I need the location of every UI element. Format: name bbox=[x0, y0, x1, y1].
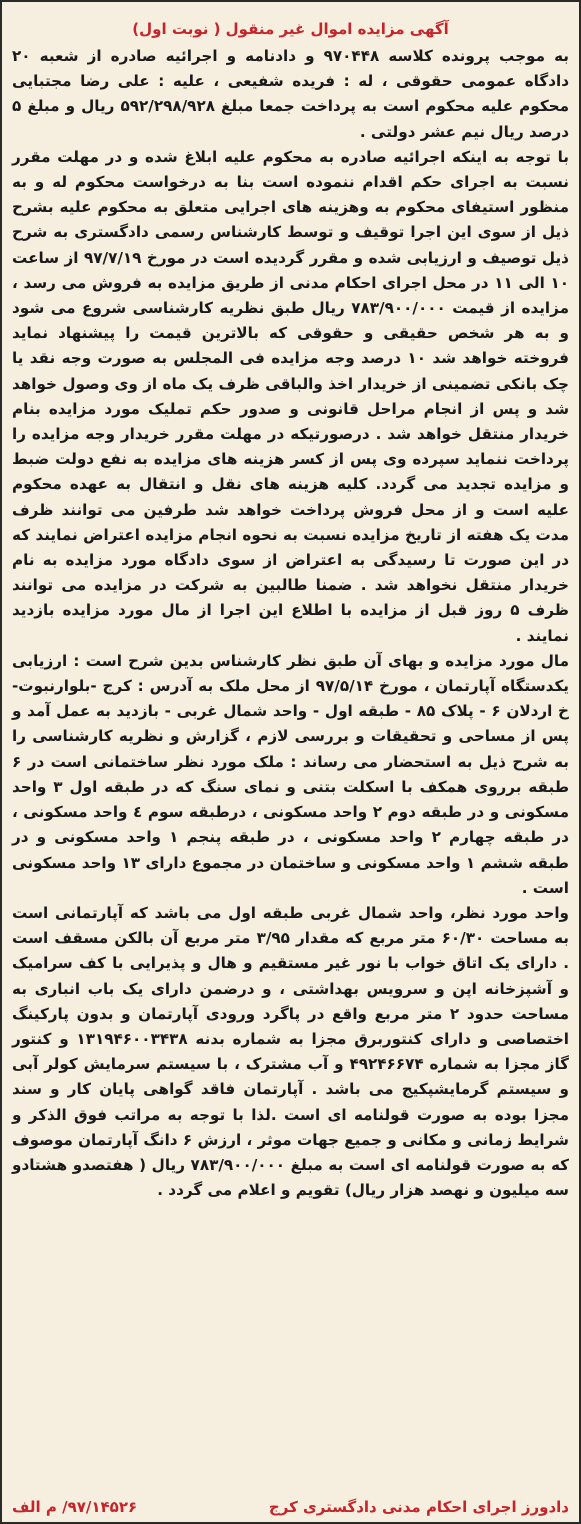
notice-body bbox=[12, 44, 569, 1203]
paragraph-property-appraisal: مال مورد مزایده و بهای آن طبق نظر کارشناس بدین شرح است : ارزیابی یکدستگاه آپارتمان ، مورخ ۹۷/۵/۱۴ از محل ملک به آدرس : کرج -بلوارنبوت- خ اردلان ۶ - پلاک ۸۵ - طبقه اول - واحد شمال غربی - بازدید به عمل آمد و پس از مساحی و تحقیقات و بررسی لازم ، گزارش و نظریه کارشناسی را به شرح ذیل به استحضار می رساند : ملک مورد نظر ساختمانی است در ۶ طبقه برروی همکف با اسکلت بتنی و نمای سنگ که در طبقه اول ۳ واحد مسکونی و در طبقه دوم ۲ واحد مسکونی ، درطبقه سوم ٤ واحد مسکونی ، در طبقه چهارم ۲ واحد مسکونی ، در طبقه پنجم ۱ واحد مسکونی و در طبقه ششم ۱ واحد مسکونی و ساختمان در مجموع دارای ۱۳ واحد مسکونی است . bbox=[12, 651, 569, 897]
notice-footer bbox=[12, 1498, 569, 1516]
paragraph-case-summary: به موجب پرونده کلاسه ۹۷۰۴۴۸ و دادنامه و اجرائیه صادره از شعبه ۲۰ دادگاه عمومی حقوقی ، له : فریده شفیعی ، علیه : علی رضا مجتبایی محکوم علیه محکوم است به پرداخت جمعا مبلغ ۵۹۲/۲۹۸/۹۲۸ ریال و مبلغ ۵ درصد ریال نیم عشر دولتی . bbox=[12, 47, 570, 141]
notice-title: آگهی مزایده اموال غیر منقول ( نوبت اول) bbox=[132, 20, 449, 38]
paragraph-auction-terms: با توجه به اینکه اجرائیه صادره به محکوم علیه ابلاغ شده و در مهلت مقرر نسبت به اجرای حکم اقدام ننموده است بنا به درخواست محکوم له و به منظور استیفای محکوم به وهزینه های اجرایی متعلق به محکوم علیه بشرح ذیل از سوی این اجرا توقیف و توسط کارشناس رسمی دادگستری به شرح ذیل توصیف و ارزیابی شده و مقرر گردیده است در مورخ ۹۷/۷/۱۹ از ساعت ۱۰ الی ۱۱ در محل اجرای احکام مدنی از طریق مزایده به فروش می رسد ، مزایده از قیمت ۷۸۳/۹۰۰/۰۰۰ ریال طبق نظریه کارشناسی شروع می شود و به هر شخص حقیقی و حقوقی که بالاترین قیمت را پیشنهاد نماید فروخته خواهد شد ۱۰ درصد وجه مزایده فی المجلس به صورت وجه نقد یا چک بانکی تضمینی از خریدار اخذ والباقی ظرف یک ماه از وی وصول خواهد شد و پس از انجام مراحل قانونی و صدور حکم تملیک مورد مزایده بنام خریدار منتقل خواهد شد . درصورتیکه در مهلت مقرر خریدار وجه مزایده را پرداخت ننماید سپرده وی پس از کسر هزینه های مزایده به نفع دولت ضبط و مزایده تجدید می گردد. کلیه هزینه های نقل و انتقال به عهده محکوم علیه است و از محل فروش پرداخت خواهد شد طرفین می توانند ظرف مدت یک هفته از تاریخ مزایده نسبت به نحوه انجام مزایده اعتراض نمایند که در این صورت تا رسیدگی به اعتراض از سوی دادگاه مورد مزایده به نام خریدار منتقل نخواهد شد . ضمنا طالبین به شرکت در مزایده می توانند ظرف ۵ روز قبل از مزایده با اطلاع این اجرا از مال مورد مزایده بازدید نمایند . bbox=[12, 147, 569, 645]
paragraph-unit-description: واحد مورد نظر، واحد شمال غربی طبقه اول می باشد که آپارتمانی است به مساحت ۶۰/۳۰ متر مربع که مقدار ۳/۹۵ متر مربع آن بالکن مسقف است . دارای یک اتاق خواب با نور غیر مستقیم و هال و پذیرایی با کف سرامیک و آشپزخانه اپن و سرویس بهداشتی ، و درضمن دارای یک باب انباری به مساحت حدود ۲ متر مربع واقع در پاگرد ورودی آپارتمان و بدون پارکینگ اختصاصی و دارای کنتوربرق مجزا به شماره بدنه ۱۳۱۹۴۶۰۰۳۴۳۸ و کنتور گاز مجزا به شماره ۴۹۲۴۶۶۷۴ و آب مشترک ، با سیستم سرمایش کولر آبی و سیستم گرمایشپکیج می باشد . آپارتمان فاقد گواهی پایان کار و سند مجزا بوده به صورت قولنامه ای است .لذا با توجه به مراتب فوق الذکر و شرایط زمانی و مکانی و جمیع جهات موثر ، ارزش ۶ دانگ آپارتمان موصوف که به صورت قولنامه ای است به مبلغ ۷۸۳/۹۰۰/۰۰۰ ریال ( هفتصدو هشتادو سه میلیون و نهصد هزار ریال) تقویم و اعلام می گردد . bbox=[12, 903, 570, 1200]
reference-number: ۹۷/۱۴۵۲۶/ م الف bbox=[12, 1498, 138, 1516]
issuer-signature: دادورز اجرای احکام مدنی دادگستری کرج bbox=[268, 1498, 569, 1516]
